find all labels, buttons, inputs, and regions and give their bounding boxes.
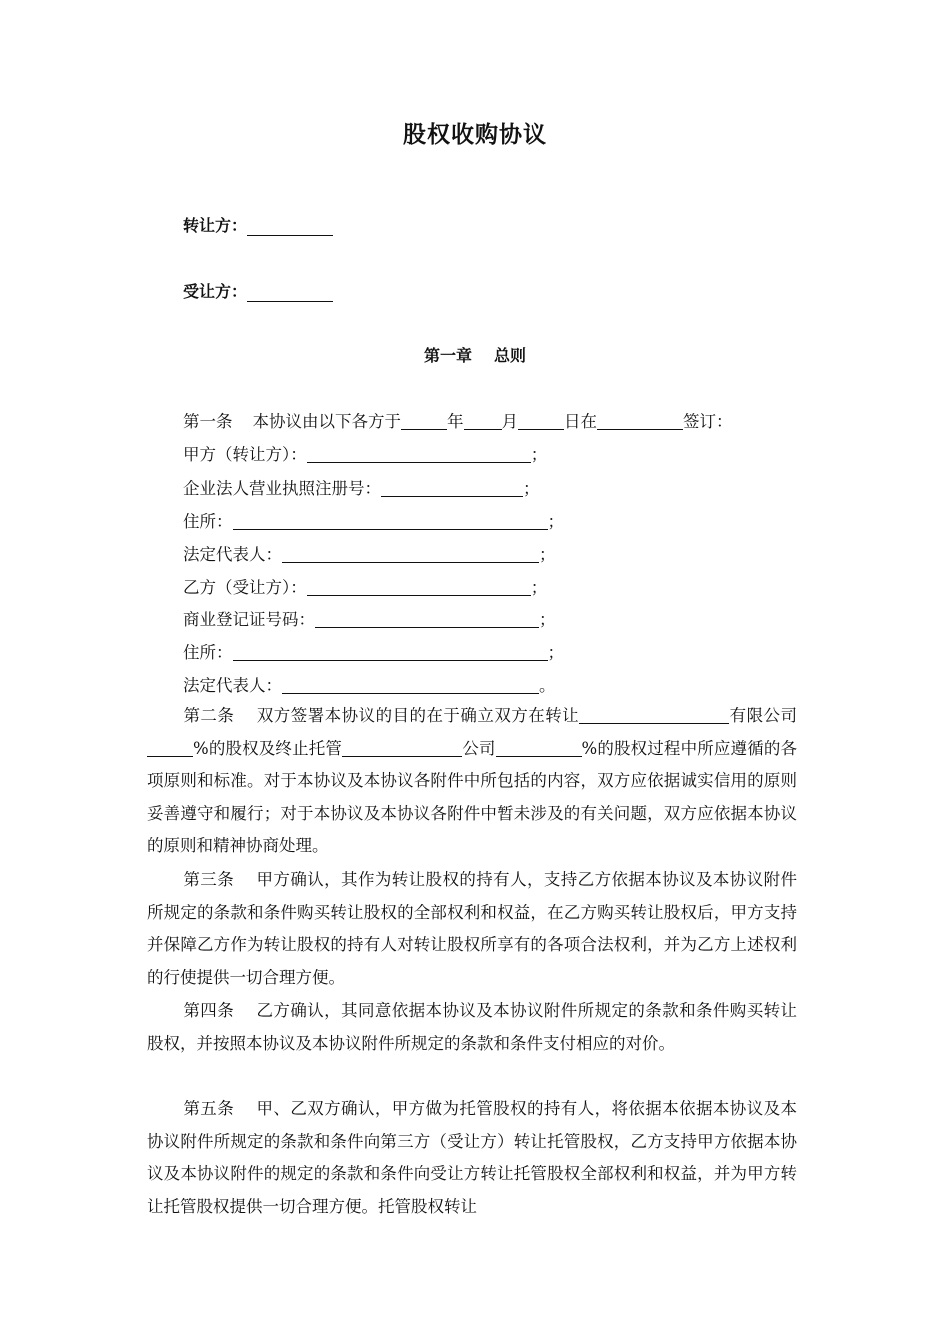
party-b-line: 乙方（受让方）： ； xyxy=(183,578,548,597)
biz-no-blank xyxy=(315,609,539,628)
percent-blank-1 xyxy=(147,738,193,757)
article-5: 第五条 甲、乙双方确认，甲方做为托管股权的持有人，将依据本依据本协议及本协议附件所规定的条款和条件向第三方（受让方）转让托管股权，乙方支持甲方依据本协议及本协议附件的规定的条款和条件向受让方转让托管股权全部权利和权益，并为甲方转让托管股权提供一切合理方便。托管股权转让 xyxy=(147,1099,798,1216)
reg-no-line: 企业法人营业执照注册号： ； xyxy=(183,479,540,498)
address-b-line: 住所： ； xyxy=(183,643,564,662)
company-blank xyxy=(579,705,729,724)
transferee-line xyxy=(183,279,333,302)
address-a-blank xyxy=(233,511,548,530)
reg-no-blank xyxy=(381,478,523,497)
rep-b-line: 法定代表人： 。 xyxy=(183,676,556,695)
transferor-line xyxy=(183,213,333,236)
article-4-label: 第四条 xyxy=(183,1001,235,1020)
trust-company-blank xyxy=(342,738,462,757)
article-3: 第三条 甲方确认，其作为转让股权的持有人，支持乙方依据本协议及本协议附件所规定的条款和条件购买转让股权的全部权利和权益，在乙方购买转让股权后，甲方支持并保障乙方作为转让股权的持有人对转让股权所享有的各项合法权利，并为乙方上述权利的行使提供一切合理方便。 xyxy=(147,870,798,987)
chapter-heading xyxy=(0,343,950,366)
year-blank xyxy=(401,411,447,430)
article-2: 第二条 双方签署本协议的目的在于确立双方在转让 有限公司%的股权及终止托管 公司 %的股权过程中所应遵循的各项原则和标准。对于本协议及本协议各附件中所包括的内容，双方应依据诚实信用的原则妥善遵守和履行；对于本协议及本协议各附件中暂未涉及的有关问题，双方应依据本协议的原则和精神协商处理。 xyxy=(147,706,798,856)
page-title: 股权收购协议 xyxy=(403,122,547,148)
address-a-line: 住所： ； xyxy=(183,512,564,531)
party-a-line: 甲方（转让方）： ； xyxy=(183,445,548,464)
party-b-blank xyxy=(307,577,531,596)
article-3-label: 第三条 xyxy=(183,870,235,889)
month-blank xyxy=(464,411,502,430)
transferee-label: 受让方： xyxy=(183,282,248,301)
article-2-label: 第二条 xyxy=(183,706,235,725)
article-4: 第四条 乙方确认，其同意依据本协议及本协议附件所规定的条款和条件购买转让股权，并按照本协议及本协议附件所规定的条款和条件支付相应的对价。 xyxy=(147,1001,798,1053)
percent-blank-2 xyxy=(496,738,582,757)
article-1-label: 第一条 xyxy=(183,412,233,431)
chapter-number: 第一章 xyxy=(423,346,472,365)
article-1-intro: 第一条 本协议由以下各方于 年 月 日在 签订： xyxy=(183,412,733,431)
rep-a-line: 法定代表人： ； xyxy=(183,545,556,564)
day-blank xyxy=(518,411,564,430)
biz-no-line: 商业登记证号码： ； xyxy=(183,610,556,629)
transferee-blank xyxy=(247,283,333,302)
chapter-name: 总则 xyxy=(494,346,527,365)
place-blank xyxy=(597,411,683,430)
article-5-label: 第五条 xyxy=(183,1099,235,1118)
rep-b-blank xyxy=(282,675,539,694)
party-a-blank xyxy=(307,444,531,463)
transferor-label: 转让方： xyxy=(183,216,248,235)
rep-a-blank xyxy=(282,544,539,563)
address-b-blank xyxy=(233,642,548,661)
transferor-blank xyxy=(247,217,333,236)
